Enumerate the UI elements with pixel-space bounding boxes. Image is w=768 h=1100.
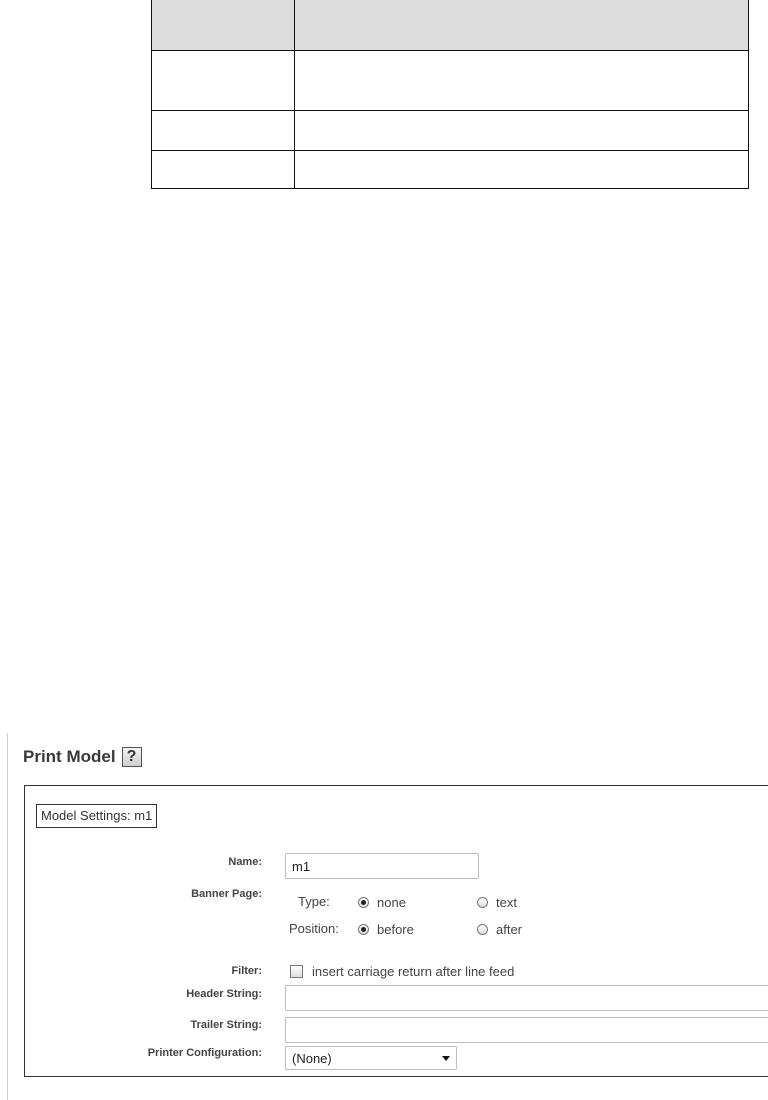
table-row xyxy=(152,111,749,151)
printer-configuration-select[interactable] xyxy=(285,1046,457,1070)
table-header-cell xyxy=(295,0,749,51)
printer-configuration-label: Printer Configuration: xyxy=(147,1047,262,1059)
table-header-row xyxy=(152,0,749,51)
print-model-panel xyxy=(0,733,768,1100)
chevron-down-icon[interactable] xyxy=(442,1056,450,1061)
radio-button[interactable] xyxy=(477,897,488,908)
banner-page-label: Banner Page: xyxy=(191,888,262,900)
banner-position-before-option[interactable] xyxy=(358,922,414,937)
trailer-string-label: Trailer String: xyxy=(190,1019,262,1031)
filter-label: Filter: xyxy=(231,965,262,977)
banner-type-none-option[interactable] xyxy=(358,895,406,910)
table-cell xyxy=(295,111,749,151)
page-title: Print Model xyxy=(23,747,116,766)
radio-label: text xyxy=(496,895,517,910)
table-header-cell xyxy=(152,0,295,51)
name-input[interactable] xyxy=(285,853,479,879)
table-cell xyxy=(295,151,749,189)
filter-checkbox-row[interactable] xyxy=(290,964,514,979)
header-string-input[interactable] xyxy=(285,985,768,1011)
filter-checkbox[interactable] xyxy=(290,965,303,978)
banner-position-label: Position: xyxy=(289,921,339,936)
radio-button[interactable] xyxy=(477,924,488,935)
banner-position-after-option[interactable] xyxy=(477,922,522,937)
name-label: Name: xyxy=(228,856,262,868)
table-cell xyxy=(152,111,295,151)
select-value: (None) xyxy=(292,1050,332,1066)
filter-checkbox-label: insert carriage return after line feed xyxy=(312,964,515,979)
fieldset-legend: Model Settings: m1 xyxy=(36,804,157,828)
top-table xyxy=(151,0,749,189)
table-row xyxy=(152,51,749,111)
panel-left-border xyxy=(7,733,8,1100)
radio-label: none xyxy=(377,895,406,910)
header-string-label: Header String: xyxy=(186,988,262,1000)
table-cell xyxy=(152,51,295,111)
radio-label: before xyxy=(377,922,414,937)
panel-title xyxy=(23,747,142,767)
banner-type-text-option[interactable] xyxy=(477,895,517,910)
trailer-string-input[interactable] xyxy=(285,1017,768,1043)
radio-button-selected[interactable] xyxy=(358,924,369,935)
banner-type-label: Type: xyxy=(298,894,330,909)
table-row xyxy=(152,151,749,189)
radio-button-selected[interactable] xyxy=(358,897,369,908)
radio-label: after xyxy=(496,922,523,937)
table-cell xyxy=(152,151,295,189)
help-icon[interactable]: ? xyxy=(122,747,142,767)
table-cell xyxy=(295,51,749,111)
